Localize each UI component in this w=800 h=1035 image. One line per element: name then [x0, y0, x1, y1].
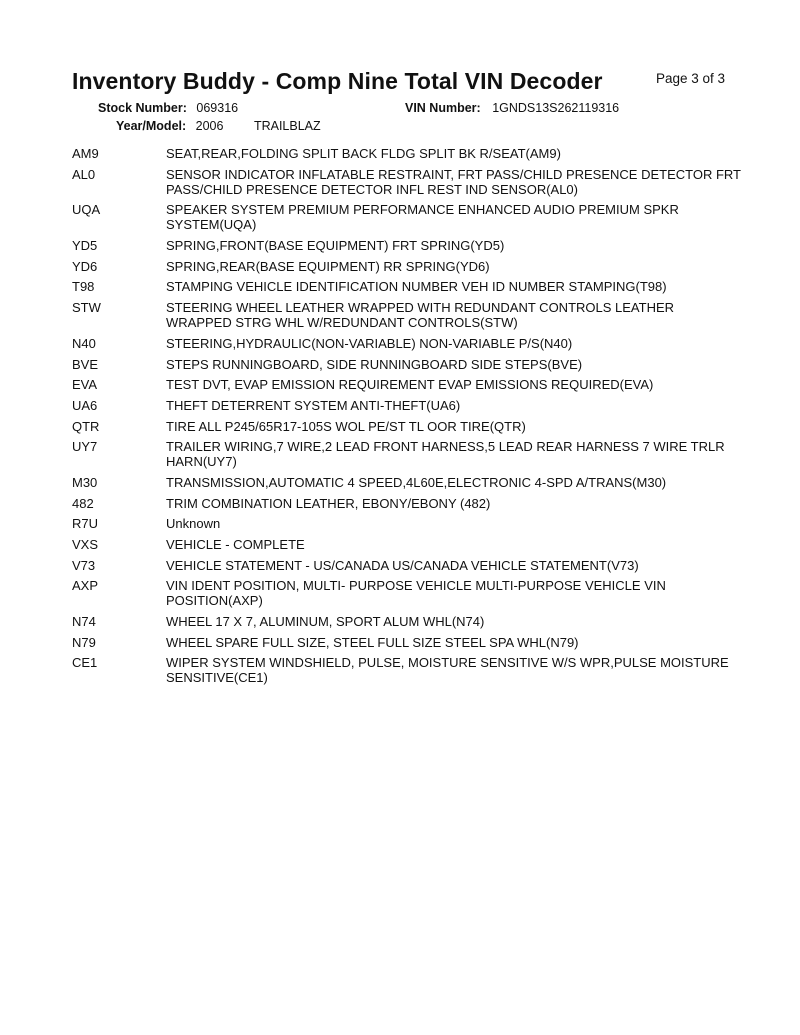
option-row [72, 357, 742, 372]
vin-number-value: 1GNDS13S262119316 [492, 101, 620, 115]
option-description: TRANSMISSION,AUTOMATIC 4 SPEED,4L60E,ELECTRONIC 4-SPD A/TRANS(M30) [166, 474, 667, 490]
option-row [72, 202, 742, 232]
option-row [72, 496, 742, 511]
option-code: QTR [72, 418, 100, 434]
year-model-row [116, 119, 321, 133]
option-description: TIRE ALL P245/65R17-105S WOL PE/ST TL OOR TIRE(QTR) [166, 418, 526, 434]
option-description: WIPER SYSTEM WINDSHIELD, PULSE, MOISTURE SENSITIVE W/S WPR,PULSE MOISTURE SENSITIVE(CE1) [166, 655, 729, 686]
option-row [72, 578, 742, 608]
option-code: CE1 [72, 655, 98, 671]
option-code: EVA [72, 377, 98, 393]
option-description: SPEAKER SYSTEM PREMIUM PERFORMANCE ENHANCED AUDIO PREMIUM SPKR SYSTEM(UQA) [166, 202, 679, 233]
option-code: V73 [72, 557, 96, 573]
option-description: Unknown [166, 516, 221, 532]
vin-number-row [405, 101, 619, 115]
option-code: AXP [72, 578, 99, 594]
option-description: SPRING,REAR(BASE EQUIPMENT) RR SPRING(YD6) [166, 258, 490, 274]
option-description: VEHICLE STATEMENT - US/CANADA US/CANADA VEHICLE STATEMENT(V73) [166, 557, 639, 573]
option-code-list [72, 146, 742, 691]
option-description: SPRING,FRONT(BASE EQUIPMENT) FRT SPRING(YD5) [166, 238, 505, 254]
option-description: STEERING WHEEL LEATHER WRAPPED WITH REDUNDANT CONTROLS LEATHER WRAPPED STRG WHL W/REDUNDANT CONTROLS(STW) [166, 300, 675, 331]
option-description: STAMPING VEHICLE IDENTIFICATION NUMBER VEH ID NUMBER STAMPING(T98) [166, 279, 667, 295]
option-description: VIN IDENT POSITION, MULTI- PURPOSE VEHICLE MULTI-PURPOSE VEHICLE VIN POSITION(AXP) [166, 578, 666, 609]
option-code: AL0 [72, 166, 96, 182]
option-code: 482 [72, 495, 94, 511]
option-row [72, 377, 742, 392]
option-description: VEHICLE - COMPLETE [166, 537, 305, 552]
option-row [72, 537, 742, 552]
option-description: WHEEL SPARE FULL SIZE, STEEL FULL SIZE STEEL SPA WHL(N79) [166, 634, 579, 650]
option-row [72, 516, 742, 531]
page-title: Inventory Buddy - Comp Nine Total VIN Decoder [72, 68, 603, 94]
option-code: STW [72, 300, 101, 316]
option-code: R7U [72, 516, 99, 532]
vin-number-label: VIN Number: [405, 101, 481, 115]
option-description: TEST DVT, EVAP EMISSION REQUIREMENT EVAP EMISSIONS REQUIRED(EVA) [166, 377, 654, 393]
option-code: AM9 [72, 146, 99, 161]
option-row [72, 336, 742, 351]
option-code: N40 [72, 335, 96, 351]
option-row [72, 614, 742, 629]
page-number: Page 3 of 3 [656, 71, 726, 86]
option-code: UY7 [72, 439, 98, 455]
option-code: UQA [72, 202, 101, 218]
option-row [72, 475, 742, 490]
stock-number-label: Stock Number: [98, 101, 187, 115]
stock-number-value: 069316 [196, 101, 239, 115]
option-row [72, 167, 742, 197]
option-code: T98 [72, 279, 95, 295]
option-description: THEFT DETERRENT SYSTEM ANTI-THEFT(UA6) [166, 397, 461, 413]
stock-number-row [98, 101, 238, 115]
option-code: YD5 [72, 238, 98, 254]
option-row [72, 238, 742, 253]
option-row [72, 655, 742, 685]
option-row [72, 300, 742, 330]
option-description: STEPS RUNNINGBOARD, SIDE RUNNINGBOARD SIDE STEPS(BVE) [166, 356, 583, 372]
option-row [72, 398, 742, 413]
option-code: VXS [72, 537, 99, 552]
option-code: BVE [72, 356, 99, 372]
option-description: STEERING,HYDRAULIC(NON-VARIABLE) NON-VARIABLE P/S(N40) [166, 335, 573, 351]
year-value: 2006 [195, 119, 224, 133]
option-code: N79 [72, 634, 96, 650]
option-code: UA6 [72, 397, 98, 413]
option-description: TRIM COMBINATION LEATHER, EBONY/EBONY (482) [166, 495, 491, 511]
option-description: SEAT,REAR,FOLDING SPLIT BACK FLDG SPLIT BK R/SEAT(AM9) [166, 146, 561, 161]
option-row [72, 635, 742, 650]
option-row [72, 419, 742, 434]
option-description: WHEEL 17 X 7, ALUMINUM, SPORT ALUM WHL(N74) [166, 614, 485, 630]
option-code: YD6 [72, 258, 98, 274]
model-value: TRAILBLAZ [253, 119, 321, 133]
option-code: N74 [72, 614, 96, 630]
year-model-label: Year/Model: [116, 119, 187, 133]
option-row [72, 279, 742, 294]
option-row [72, 259, 742, 274]
option-description: TRAILER WIRING,7 WIRE,2 LEAD FRONT HARNESS,5 LEAD REAR HARNESS 7 WIRE TRLR HARN(UY7) [166, 439, 725, 470]
option-description: SENSOR INDICATOR INFLATABLE RESTRAINT, FRT PASS/CHILD PRESENCE DETECTOR FRT PASS/CHILD PRESENCE DETECTOR INFL REST IND SENSOR(AL0) [166, 166, 741, 197]
option-code: M30 [72, 474, 98, 490]
option-row [72, 146, 742, 161]
option-row [72, 558, 742, 573]
option-row [72, 439, 742, 469]
